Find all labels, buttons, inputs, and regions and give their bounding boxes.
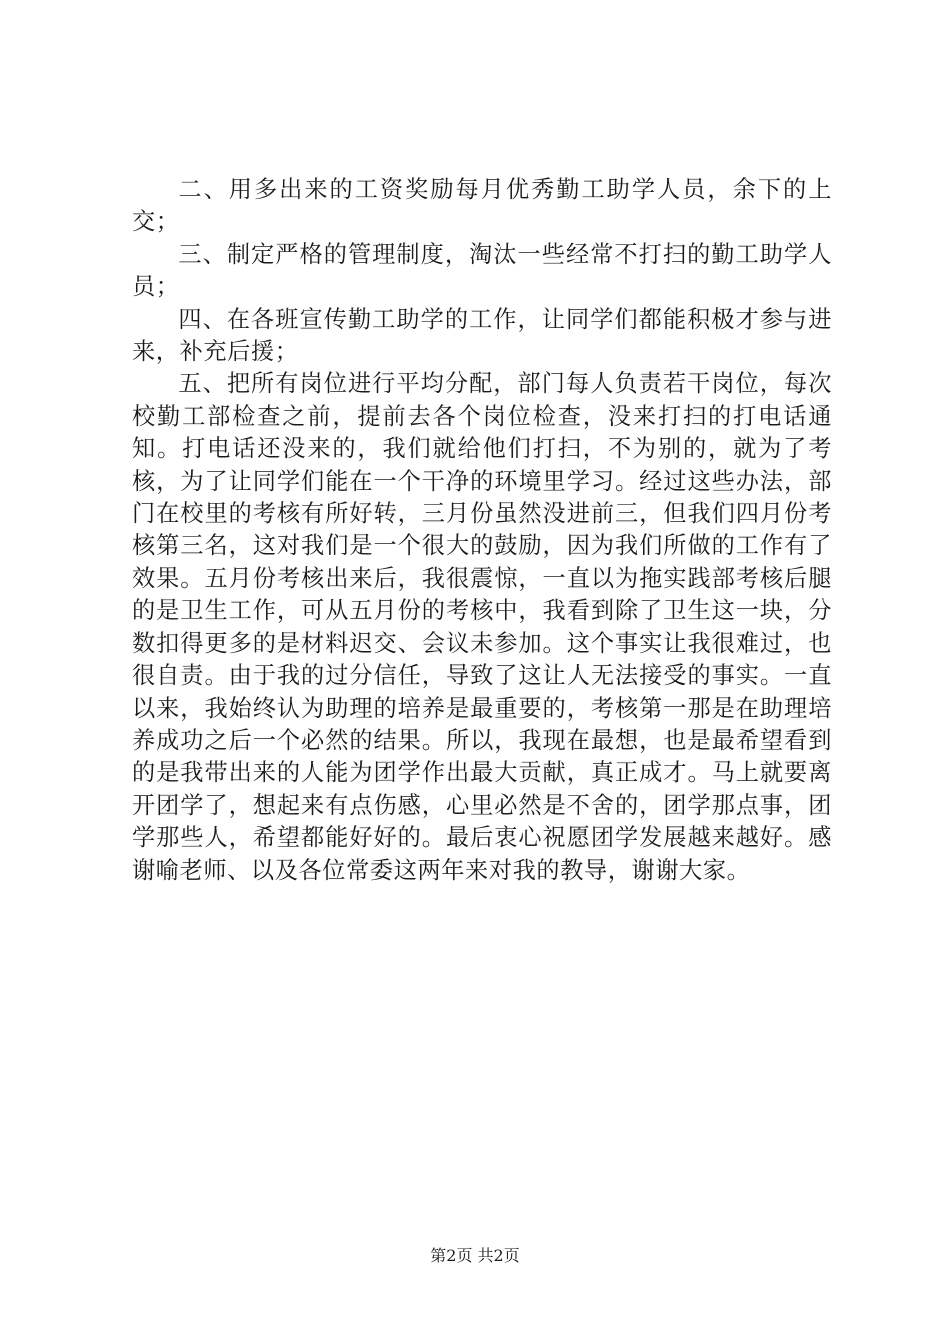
paragraph-4: 四、在各班宣传勤工助学的工作，让同学们都能积极才参与进来，补充后援； [132, 305, 832, 366]
paragraph-2: 二、用多出来的工资奖励每月优秀勤工助学人员，余下的上交； [132, 176, 832, 236]
paragraph-3: 三、制定严格的管理制度，淘汰一些经常不打扫的勤工助学人员； [132, 240, 832, 301]
page-number-footer: 第2页 共2页 [430, 1246, 520, 1265]
document-body [132, 174, 832, 887]
paragraph-5: 五、把所有岗位进行平均分配，部门每人负责若干岗位，每次校勤工部检查之前，提前去各个岗位检查，没来打扫的打电话通知。打电话还没来的，我们就给他们打扫，不为别的，就为了考核，为了让同学们能在一个干净的环境里学习。经过这些办法，部门在校里的考核有所好转，三月份虽然没进前三，但我们四月份考核第三名，这对我们是一个很大的鼓励，因为我们所做的工作有了效果。五月份考核出来后，我很震惊，一直以为拖实践部考核后腿的是卫生工作，可从五月份的考核中，我看到除了卫生这一块，分数扣得更多的是材料迟交、会议未参加。这个事实让我很难过，也很自责。由于我的过分信任，导致了这让人无法接受的事实。一直以来，我始终认为助理的培养是最重要的，考核第一那是在助理培养成功之后一个必然的结果。所以，我现在最想，也是最希望看到的是我带出来的人能为团学作出最大贡献，真正成才。马上就要离开团学了，想起来有点伤感，心里必然是不舍的，团学那点事，团学那些人，希望都能好好的。最后衷心祝愿团学发展越来越好。感谢喻老师、以及各位常委这两年来对我的教导，谢谢大家。 [132, 370, 832, 884]
